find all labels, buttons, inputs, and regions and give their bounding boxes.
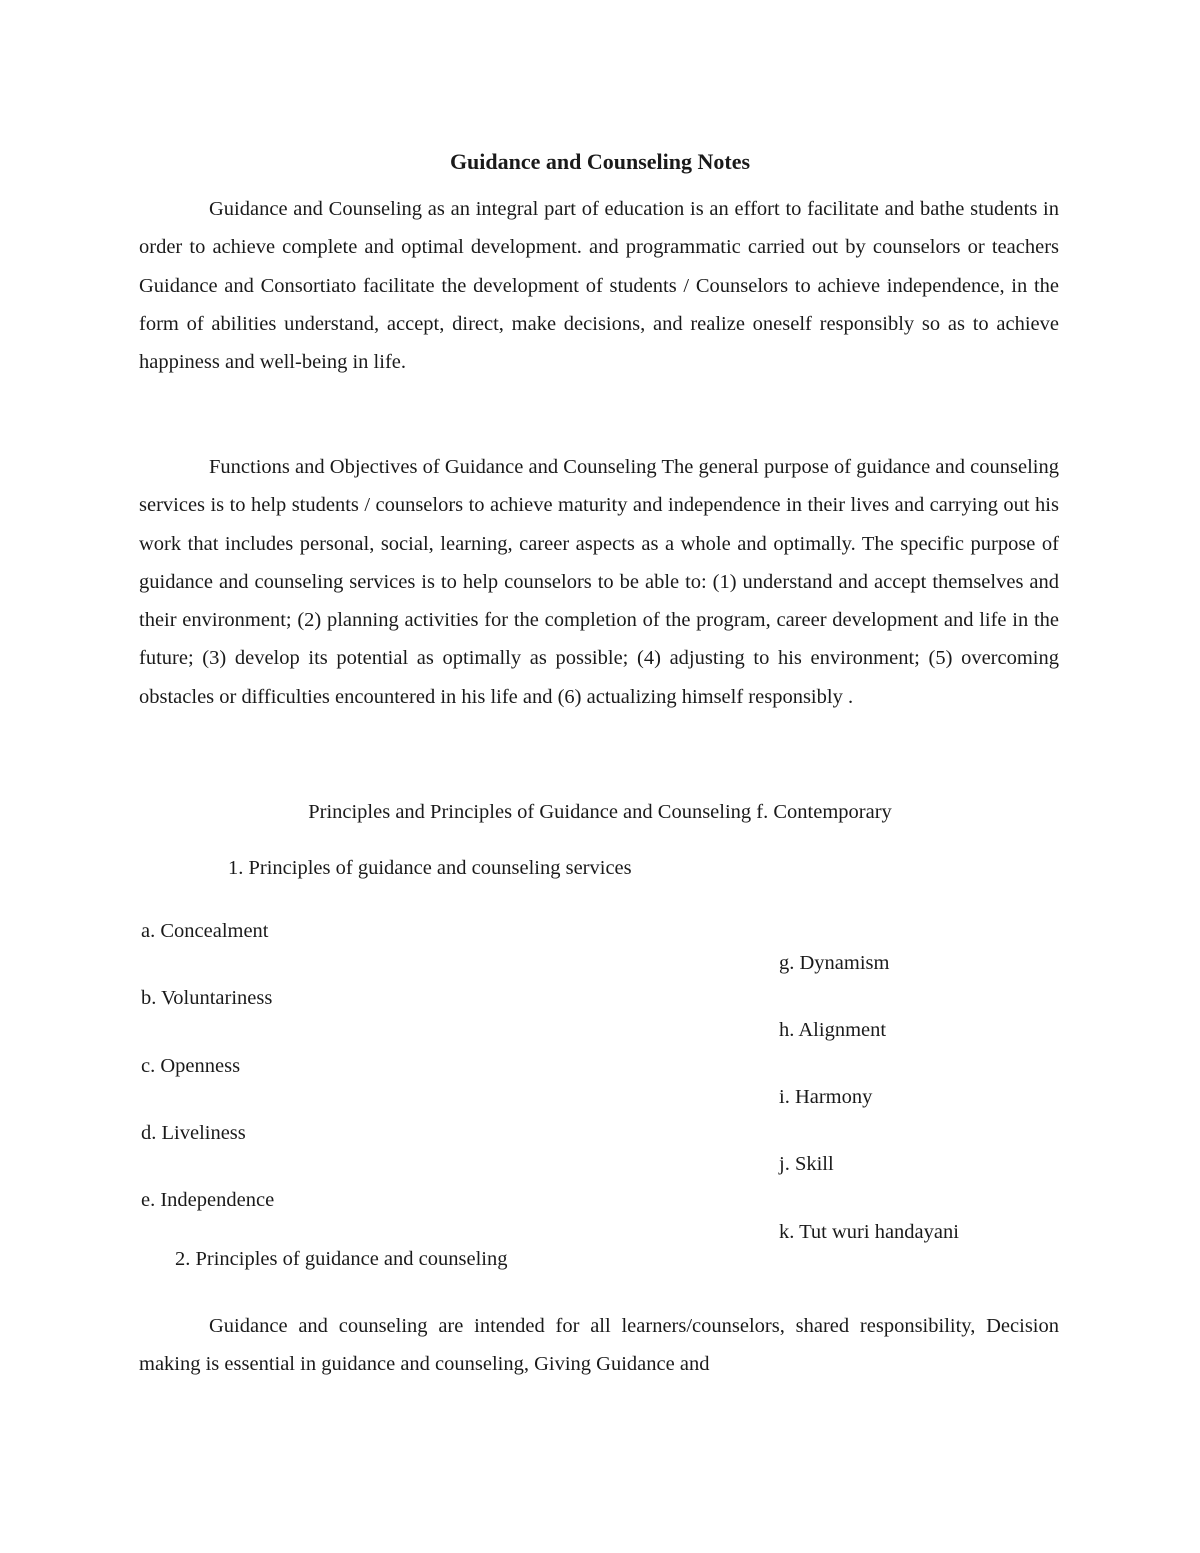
list-item: c. Openness bbox=[141, 1055, 241, 1077]
list-heading-guidance-principles: 2. Principles of guidance and counseling bbox=[175, 1248, 508, 1270]
list-item: k. Tut wuri handayani bbox=[779, 1221, 959, 1243]
list-item: h. Alignment bbox=[779, 1019, 887, 1041]
paragraph-introduction: Guidance and Counseling as an integral part of education is an effort to facilitate and bathe students in order to achieve complete and optimal development. and programmatic carried out by counselors or teachers Guidance and Consortiato facilitate the development of students / Counselors to achieve independence, in the form of abilities understand, accept, direct, make decisions, and realize oneself responsibly so as to achieve happiness and well-being in life. bbox=[139, 198, 1059, 374]
list-item: g. Dynamism bbox=[779, 952, 890, 974]
list-item: b. Voluntariness bbox=[141, 987, 273, 1009]
paragraph-functions-objectives: Functions and Objectives of Guidance and Counseling The general purpose of guidance and counseling services is to help students / counselors to achieve maturity and independence in their lives and carrying out his work that includes personal, social, learning, career aspects as a whole and optimally. The specific purpose of guidance and counseling services is to help counselors to be able to: (1) understand and accept themselves and their environment; (2) planning activities for the completion of the program, career development and life in the future; (3) develop its potential as optimally as possible; (4) adjusting to his environment; (5) overcoming obstacles or difficulties encountered in his life and (6) actualizing himself responsibly . bbox=[139, 456, 1059, 708]
list-item: a. Concealment bbox=[141, 920, 269, 942]
list-item: j. Skill bbox=[779, 1153, 834, 1175]
list-item: e. Independence bbox=[141, 1189, 275, 1211]
list-item: d. Liveliness bbox=[141, 1122, 246, 1144]
list-heading-services-principles: 1. Principles of guidance and counseling services bbox=[228, 857, 632, 879]
paragraph-guidance-intended: Guidance and counseling are intended for all learners/counselors, shared responsibility, Decision making is essential in guidance and counseling, Giving Guidance and bbox=[139, 1315, 1059, 1376]
document-title: Guidance and Counseling Notes bbox=[449, 149, 751, 174]
section-heading-principles: Principles and Principles of Guidance and Counseling f. Contemporary bbox=[308, 801, 892, 823]
list-item: i. Harmony bbox=[779, 1086, 873, 1108]
